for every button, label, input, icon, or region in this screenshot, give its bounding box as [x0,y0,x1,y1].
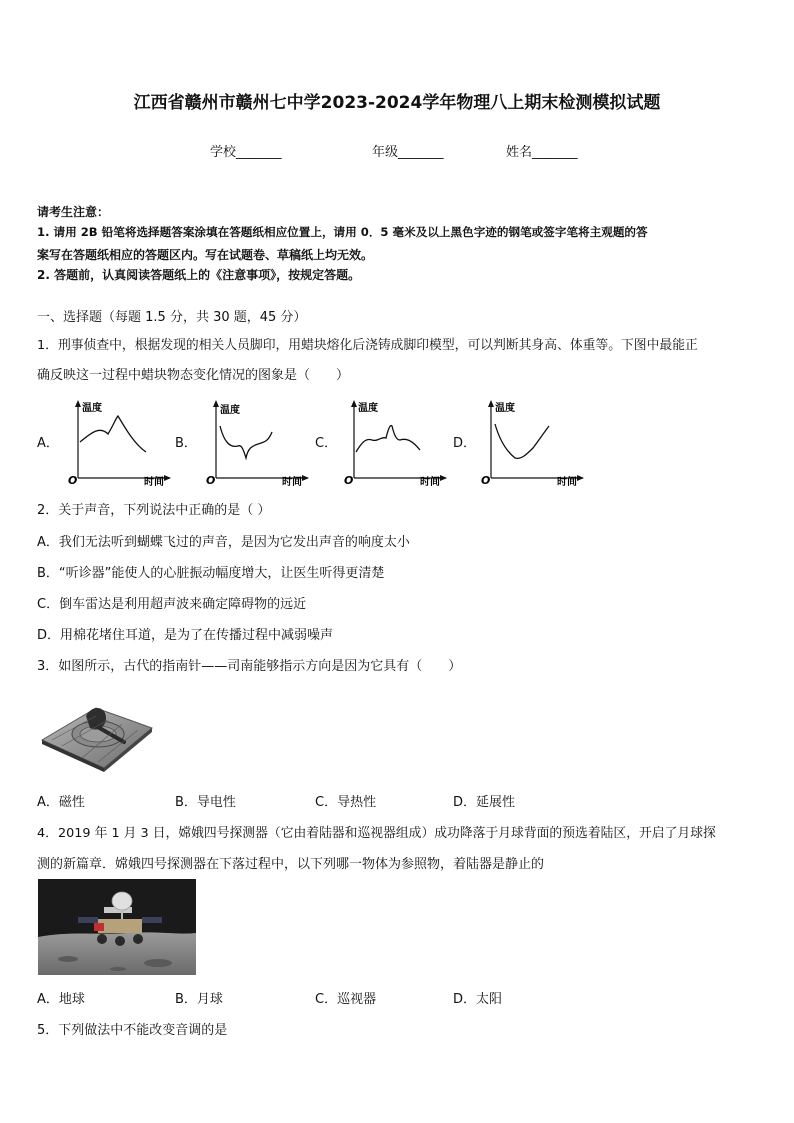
q1-graph-b-ylabel: 温度 [220,405,240,416]
q1-graph-a-xlabel: 时间 [144,477,164,488]
q4-stem-line1: 4．2019 年 1 月 3 日，嫦娥四号探测器（它由着陆器和巡视器组成）成功降落于月球背面的预选着陆区，开启了月球探 [37,826,716,841]
q1-graph-d-origin: O [481,474,491,487]
q1-option-b-letter: B． [175,436,197,451]
q4-option-c: C．巡视器 [315,992,377,1007]
q1-graph-a-origin: O [68,474,78,487]
q2-stem: 2．关于声音，下列说法中正确的是（ ） [37,503,271,518]
notice-item-2: 2. 答题前，认真阅读答题纸上的《注意事项》，按规定答题。 [37,268,361,282]
q1-stem-line2: 确反映这一过程中蜡块物态变化情况的图象是（ ） [37,368,350,383]
q1-graph-d-ylabel: 温度 [495,403,515,414]
q1-option-a-letter: A． [37,436,59,451]
q1-graph-d-xlabel: 时间 [557,477,577,488]
q4-stem-line2: 测的新篇章．嫦娥四号探测器在下落过程中，以下列哪一物体为参照物，着陆器是静止的 [37,857,545,872]
q5-stem: 5．下列做法中不能改变音调的是 [37,1023,228,1038]
name-field: 姓名_______ [506,145,578,160]
notice-heading: 请考生注意： [37,205,110,219]
school-field: 学校_______ [210,145,282,160]
q2-option-b: B．“听诊器”能使人的心脏振动幅度增大，让医生听得更清楚 [37,566,385,581]
q1-graph-d [475,398,585,488]
q1-graph-b-xlabel: 时间 [282,477,302,488]
q4-option-d: D．太阳 [453,992,503,1007]
q1-graph-b-origin: O [206,474,216,487]
q2-option-a: A．我们无法听到蝴蝶飞过的声音，是因为它发出声音的响度太小 [37,535,410,550]
q3-stem: 3．如图所示，古代的指南针——司南能够指示方向是因为它具有（ ） [37,659,462,674]
q3-option-c: C．导热性 [315,795,377,810]
q1-option-c-letter: C． [315,436,338,451]
grade-field: 年级_______ [372,145,444,160]
q1-stem-line1: 1．刑事侦查中，根据发现的相关人员脚印，用蜡块熔化后浇铸成脚印模型，可以判断其身高、体重等。下图中最能正 [37,338,698,353]
q1-graph-a [62,398,172,488]
q4-option-b: B．月球 [175,992,223,1007]
q3-option-a: A．磁性 [37,795,85,810]
q1-graph-c-xlabel: 时间 [420,477,440,488]
q3-option-b: B．导电性 [175,795,236,810]
notice-item-1a: 1. 请用 2B 铅笔将选择题答案涂填在答题纸相应位置上，请用 0．5 毫米及以上黑色字迹的钢笔或签字笔将主观题的答 [37,225,648,239]
q2-option-c: C．倒车雷达是利用超声波来确定障碍物的远近 [37,597,307,612]
q1-graph-b [200,398,310,488]
q3-option-d: D．延展性 [453,795,516,810]
q2-option-d: D．用棉花堵住耳道，是为了在传播过程中减弱噪声 [37,628,334,643]
q1-graph-a-ylabel: 温度 [82,403,102,414]
page-title: 江西省赣州市赣州七中学2023-2024学年物理八上期末检测模拟试题 [133,93,661,113]
q4-option-a: A．地球 [37,992,85,1007]
q1-option-d-letter: D． [453,436,477,451]
section-heading: 一、选择题（每题 1.5 分，共 30 题，45 分） [37,310,307,325]
q1-graph-c-origin: O [344,474,354,487]
q1-graph-c-ylabel: 温度 [358,403,378,414]
sinan-compass-image [38,688,154,772]
q1-graph-c [338,398,448,488]
notice-item-1b: 案写在答题纸相应的答题区内。写在试题卷、草稿纸上均无效。 [37,248,374,262]
lunar-rover-image [38,879,196,975]
